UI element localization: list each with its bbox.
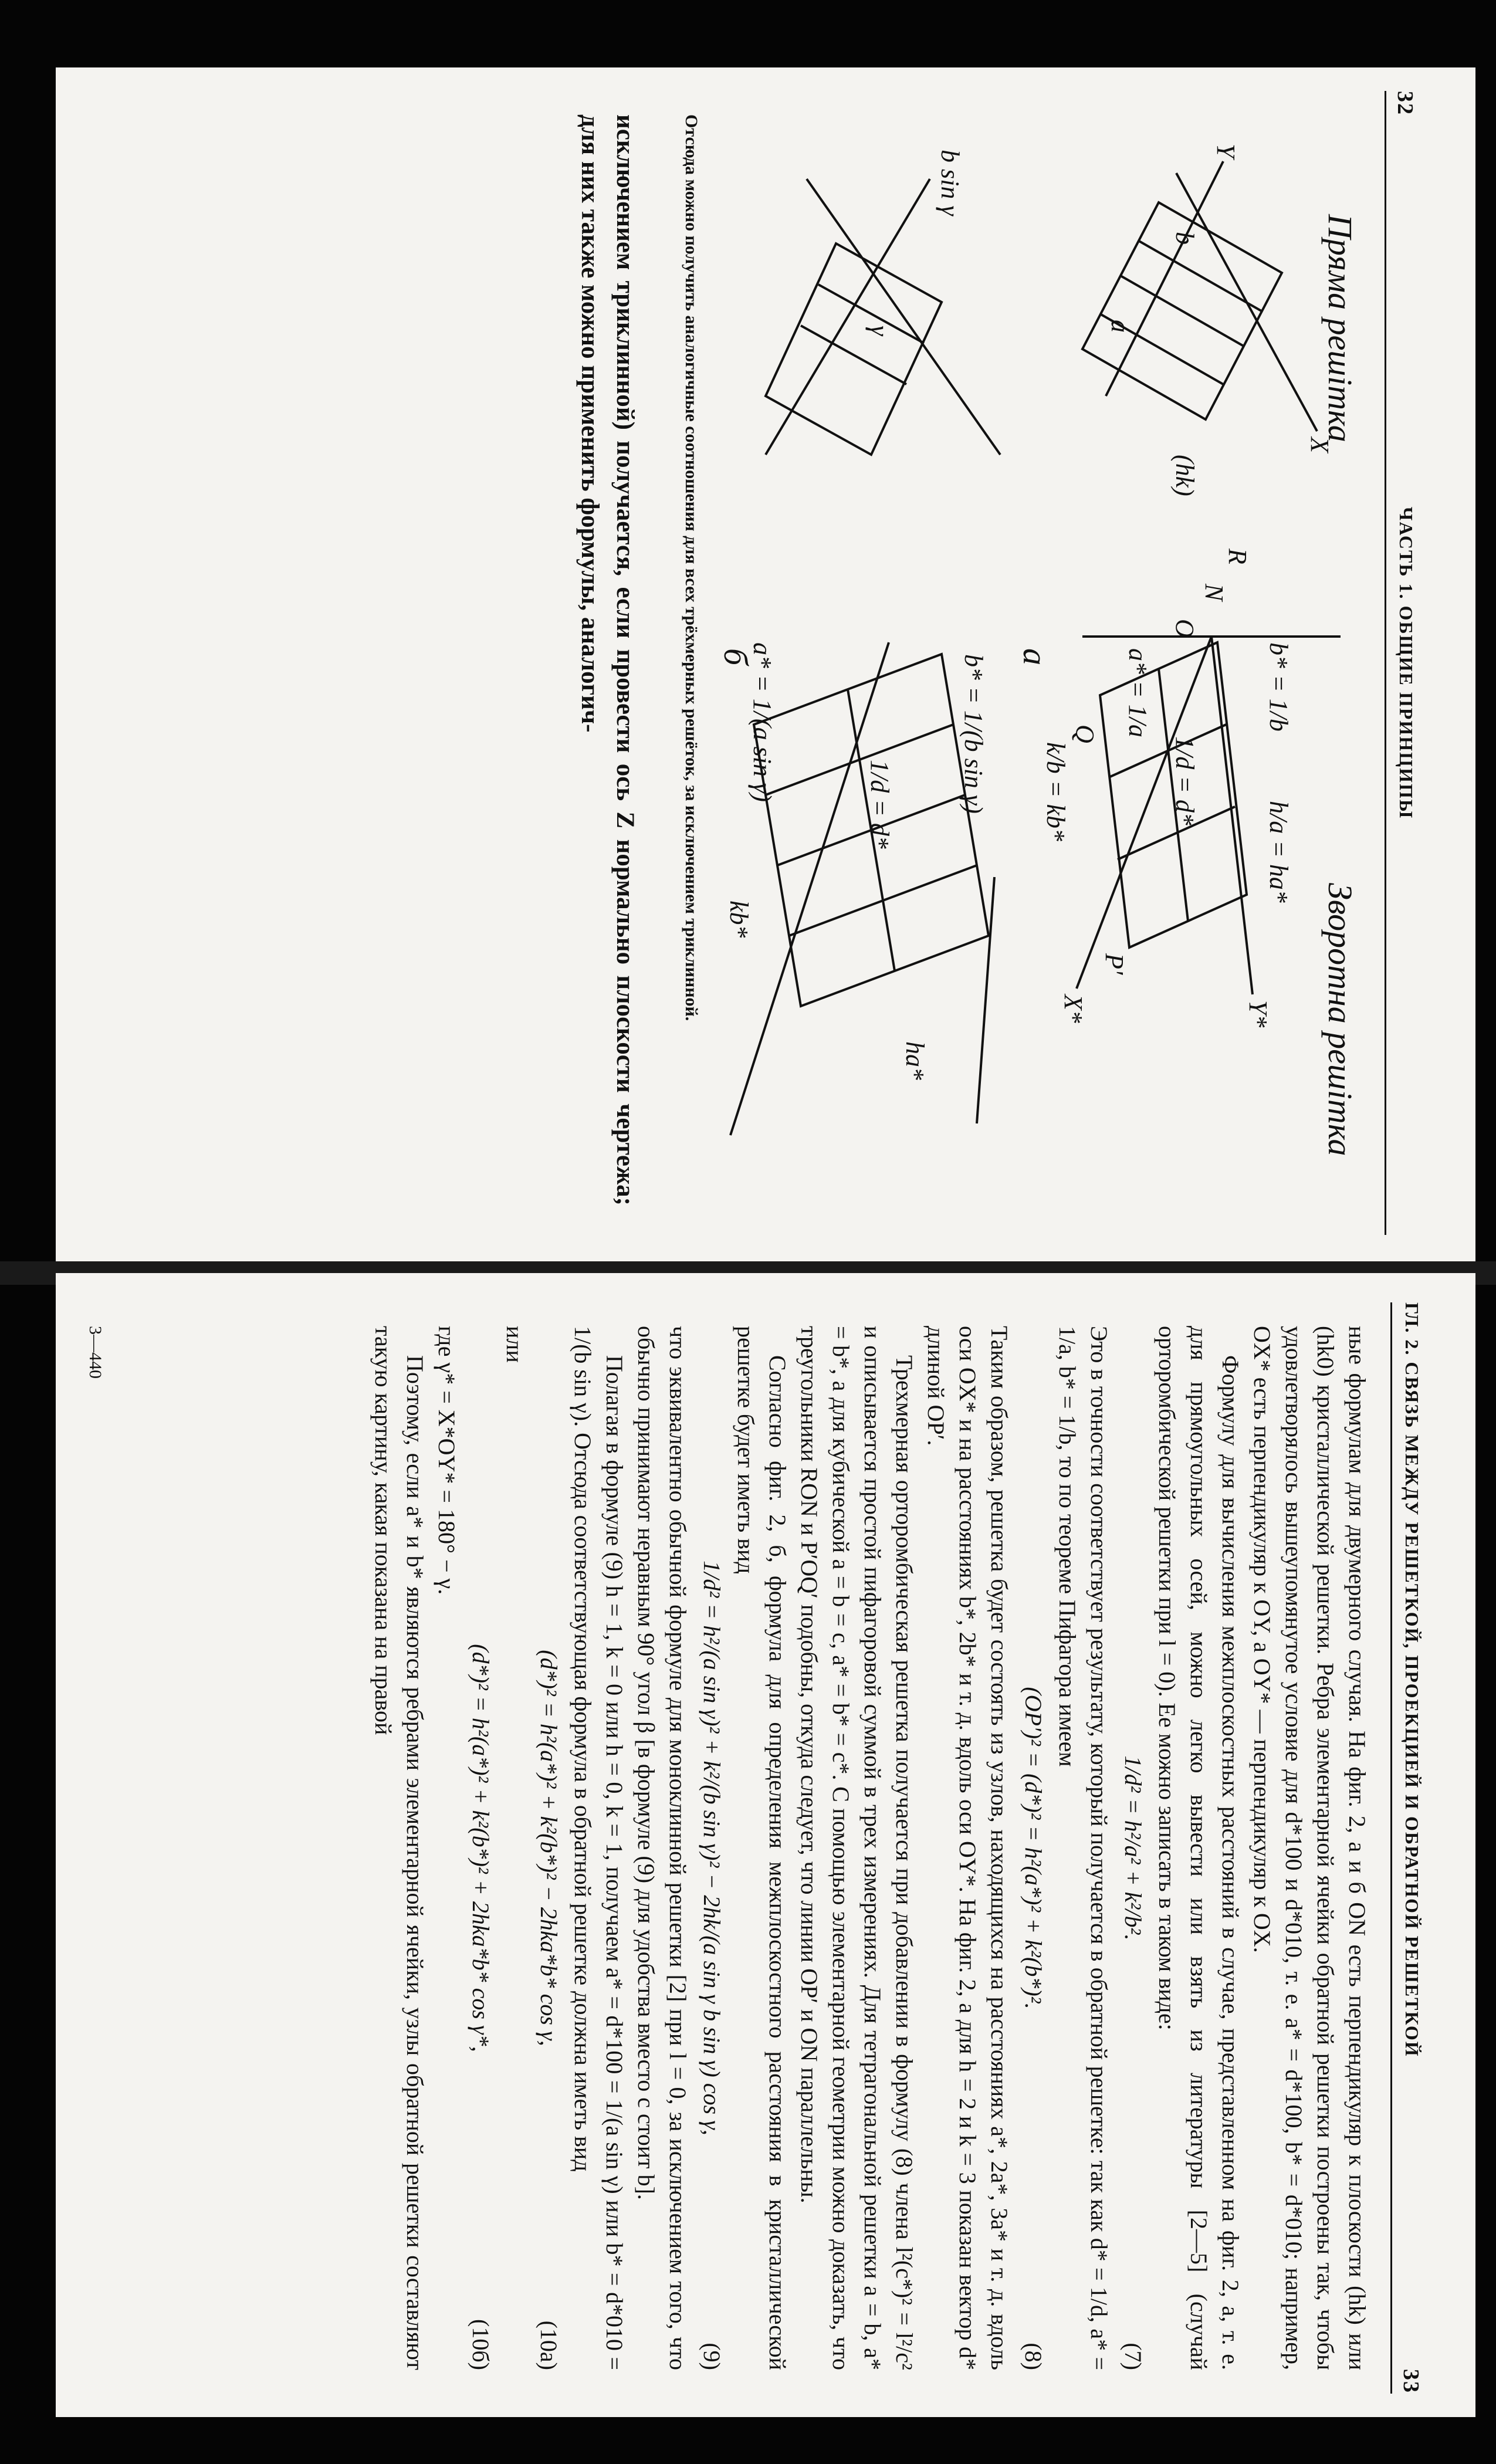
equation-10a-number: (10a) [536,2320,562,2370]
label-q: Q [1071,725,1099,743]
running-head-title: ЧАСТЬ 1. ОБЩИЕ ПРИНЦИПЫ [1396,506,1417,820]
label-pp: P′ [1100,953,1129,975]
label-reciprocal: Зворотна решітка [1321,883,1359,1156]
figure-2-lattices [717,126,1359,1182]
label-bst2: b* = 1/(b sin γ) [959,654,988,814]
equation-9 [696,1326,727,2370]
label-n: N [1200,584,1228,601]
paragraph-7: что эквивалентно обычной формуле для моноклинной решетки [2] при l = 0, за исключением того, что обычно принимают неравным 90° угол β [в формуле (9) для удобства вместо c стоит b]. [633,1326,691,2370]
paragraph-3: Это в точности соответствует результату, который получается в обратной решетке: так как d* = 1/d, a* = 1/a, b* = 1/b, то по теореме Пифагора имеем [1054,1326,1112,2370]
label-direct: Пряма решітка [1321,214,1359,442]
label-kbst2: kb* [725,901,753,938]
running-header [1387,91,1423,1235]
page-33-body [367,1326,1373,2370]
label-bst: b* = 1/b [1264,642,1293,732]
label-r: R [1223,549,1252,564]
label-a: a [1106,320,1135,333]
direct-cell-b [766,243,942,455]
axis-x-b [807,179,1000,455]
label-ystar: Y* [1244,1000,1272,1028]
header-rule-33 [1390,1302,1392,2394]
running-header-33 [1393,1302,1429,2394]
label-o: O [1170,619,1199,638]
equation-9-number: (9) [699,2343,725,2370]
figure-caption: Отсюда можно получить аналогичные соотношения для всех трёхмерных решёток, за исключением триклинной. [682,114,701,1021]
page-32-content [91,91,1423,1235]
label-b: b [1170,232,1199,245]
paragraph-9: где γ* = X*OY* = 180° − γ. [434,1326,460,1595]
label-hk: (hk) [1170,455,1199,496]
sublabel-b: б [717,648,755,666]
header-rule [1385,91,1386,1235]
equation-10b-text: (d*)² = h²(a*)² + k²(b*)² + 2hka*b* cos γ*, [468,1644,494,2052]
label-bsin: b sin γ [936,150,964,216]
paragraph-5: Трехмерная орторомбическая решетка получается при добавлении в формулу (8) члена l²(c*)² = l²/c² и описывается простой пифагоровой суммой в трех измерениях. Для тетрагональной решетки a = b, a* = b*, а для кубической a = b = c, a* = b* = c*. С помощью элементарной геометрии можно доказать, что треугольники RON и P′OQ′ подобны, откуда следует, что линии OP′ и ON параллельны. [796,1326,918,2370]
label-x: X [1305,437,1334,453]
label-kbst: k/b = kb* [1041,742,1070,841]
equation-8-number: (8) [1020,2343,1047,2370]
page-32-paragraph: исключением триклинной) получается, если провести ось Z нормально плоскости чертежа; для них также можно применить формулы, аналогич- [576,114,639,1206]
equation-8 [1017,1326,1049,2370]
paragraph-1: ные формулам для двумерного случая. На фиг. 2, а и б ON есть перпендикуляр к плоскости (hk) или (hk0) кристаллической решетки. Ребра элементарной ячейки обратной решетки построены так, чтобы удовлетворялось вышеупомянутое условие для d*100 и d*010, т. е. a* = d*100, b* = d*010; например, OX* есть перпендикуляр к OY, а OY* — перпендикуляр к OX. [1249,1326,1370,2370]
equation-10b-number: (10б) [468,2319,494,2370]
equation-9-text: 1/d² = h²/(a sin γ)² + k²/(b sin γ)² − 2hk/(a sin γ b sin γ) cos γ, [699,1561,725,2135]
equation-7-number: (7) [1120,2343,1146,2370]
label-hast2: ha* [901,1041,929,1080]
label-d2: 1/d = d* [865,760,894,849]
equation-10a [533,1326,564,2370]
right-book-page [56,1273,1475,2417]
paragraph-6: Согласно фиг. 2, б, формула для определения межплоскостного расстояния в кристаллической решетке будет иметь вид [733,1326,791,2370]
page-33-content [62,1302,1429,2394]
label-xstar: X* [1059,994,1088,1023]
label-gamma: γ [865,326,894,336]
page-number: 32 [1393,91,1417,116]
sublabel-a: а [1016,648,1054,665]
lattice-diagram [717,126,1359,1182]
label-ast2: a* = 1/(a sin γ) [748,642,777,802]
word-or: или [502,1326,528,1363]
label-dst: 1/d = d* [1170,736,1199,825]
left-book-page [56,67,1475,1261]
equation-7-text: 1/d² = h²/a² + k²/b². [1120,1755,1146,1941]
label-ast: a* = 1/a [1123,648,1152,737]
label-hast: h/a = ha* [1264,801,1293,903]
equation-7 [1117,1326,1149,2370]
label-y: Y [1211,144,1240,158]
paragraph-4: Таким образом, решетка будет состоять из узлов, находящихся на расстояниях a*, 2a*, 3a* и т. д. вдоль оси OX* и на расстояниях b*, 2b* и т. д. вдоль оси OY*. На фиг. 2, а для h = 2 и k = 3 показан вектор d* длиной OP′. [923,1326,1013,2370]
equation-10b [465,1326,496,2370]
equation-10a-text: (d*)² = h²(a*)² + k²(b*)² − 2hka*b* cos γ, [536,1650,562,2046]
axis-y-b [766,179,930,455]
running-head-title-33: ГЛ. 2. СВЯЗЬ МЕЖДУ РЕШЕТКОЙ, ПРОЕКЦИЕЙ И ОБРАТНОЙ РЕШЕТКОЙ [1402,1302,1423,2057]
signature-mark: 3—440 [86,1326,105,1379]
paragraph-8: Полагая в формуле (9) h = 1, k = 0 или h = 0, k = 1, получаем a* = d*100 = 1/(a sin γ) или b* = d*010 = 1/(b sin γ). Отсюда соответствующая формула в обратной решетке должна иметь вид [570,1326,628,2370]
page-number-33: 33 [1399,2369,1423,2394]
paragraph-10: Поэтому, если a* и b* являются ребрами элементарной ячейки, узлы обратной решетки составляют такую картину, какая показана на правой [370,1326,428,2370]
equation-8-text: (OP′)² = (d*)² = h²(a*)² + k²(b*)². [1020,1687,1047,2009]
paragraph-2: Формулу для вычисления межплоскостных расстояний в случае, представленном на фиг. 2, а, т. е. для прямоугольных осей, можно легко вывести или взять из литературы [2—5] (случай орторомбической решетки при l = 0). Ее можно записать в таком виде: [1154,1326,1244,2370]
